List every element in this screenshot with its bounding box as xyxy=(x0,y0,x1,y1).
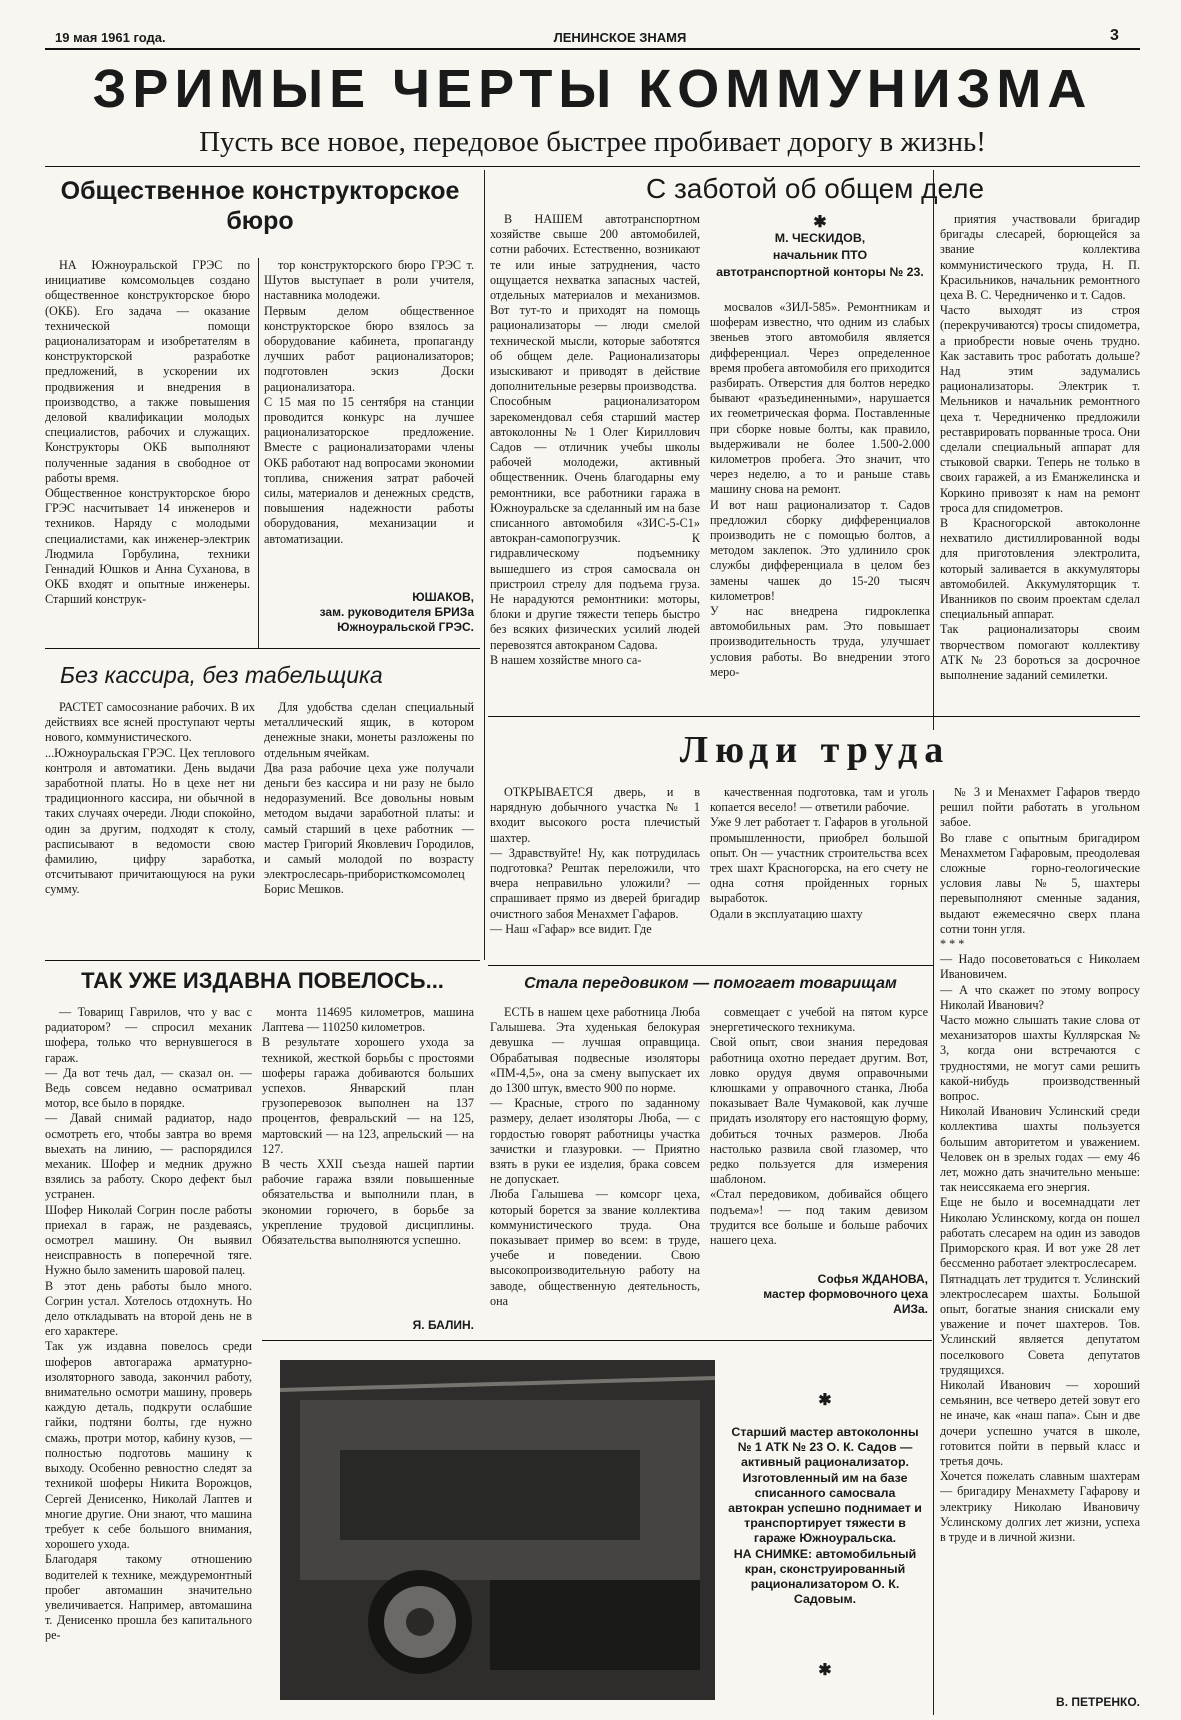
page-number: 3 xyxy=(1110,27,1119,44)
banner-title: ЗРИМЫЕ ЧЕРТЫ КОММУНИЗМА xyxy=(92,59,1093,119)
izdavna-signature: Я. БАЛИН. xyxy=(412,1318,474,1332)
section-rule xyxy=(488,965,933,966)
newspaper-name: ЛЕНИНСКОЕ ЗНАМЯ xyxy=(553,30,687,45)
kb-headline: Общественное конструкторское бюро xyxy=(60,177,460,235)
zabota-text-3: приятия участвовали бригадир бригады слесарей, борющейся за звание коллектива коммунистического труда, Н. П. Красильников, начальник ремонтного цеха В. С. Чередниченко и т. Садов. Часто выходят из строя (перекручиваются) тросы спидометра, а приобрести новые очень трудно. Как заставить трос работать дольше? Над этим задумались рационализаторы. Электрик т. Мельников и начальник ремонтного цеха т. Чередниченко предложили реставрировать порванные троса. Они сделали специальный аппарат для стыковой сварки. Теперь не только в своих гаражей, а из Еманжелинска и Коркино привозят к нам на ремонт троса для спидометров. В Красногорской автоколонне нехватило дистиллированной воды для приготовления электролита, который заливается в аккумуляторы автомобилей. Аккумуляторщик т. Иванников по своим проектам сделал специальный аппарат. Так рационализаторы своим творчеством помогают коллективу АТК № 23 бороться за досрочное выполнение заданий семилетки. xyxy=(940,212,1140,683)
column-rule xyxy=(484,170,485,960)
star-ornament: ✱ xyxy=(818,1392,832,1409)
photo-autocrane xyxy=(280,1360,715,1700)
zabota-text-2: мосвалов «ЗИЛ-585». Ремонтникам и шоферам известно, что одним из слабых звеньев этого автомобиля является дифференциал. Через определенное время пробега автомобиля его приходится разбирать. Отверстия для болтов нередко бывают «разъединенными», нарушается их геометрическая форма. Поставленные при сборке новые болты, как правило, выдерживали не более 1.500-2.000 километров пробега. Это значит, что через неделю, а то и раньше ставь машину снова на ремонт. И вот наш рационализатор т. Садов предложил сборку дифференциалов производить не с помощью болтов, а методом заклепок. Это удлинило срок службы дифференциала в целом без замены чашек до 15-20 тысяч километров! У нас внедрена гидроклепка автомобильных рам. Это повышает производительность труда, улучшает условия работы. Во внедрении этого меро- xyxy=(710,300,930,679)
zabota-text-1: В НАШЕМ автотранспортном хозяйстве свыше 200 автомобилей, сотни рабочих. Естественно, возникают те или иные затруднения, часто ощущается нехватка запасных частей, отдельных материалов и механизмов. Вот тут-то и приходят на помощь рационализаторы — люди смелой технической мысли, которые заботятся об общем деле. Рационализаторы изыскивают и приводят в действие дополнительные резервы производства. Способным рационализатором зарекомендовал себя старший мастер автоколонны № 1 Олег Кириллович Садов — отличник учебы школы рабочей молодежи, активный общественник. Очень благодарны ему ремонтники, все работники гаража в Южноуральске за сделанный им на базе списанного автомобиля «ЗИС-5-С1» автокран-самопогрузчик. К гидравлическому подъемнику вышедшего из строя самосвала он пристроил стрелу для подъема груза. Не нарадуются ремонтники: моторы, блоки и другие тяжести теперь быстро без всяких физических усилий людей перевозятся автокраном Садова. В нашем хозяйстве много са- xyxy=(490,212,700,667)
banner-subtitle: Пусть все новое, передовое быстрее пробивает дорогу в жизнь! xyxy=(199,126,986,158)
peredovik-column-1 xyxy=(490,1005,700,1335)
lyudi-text-2: качественная подготовка, там и уголь копается весело! — ответили рабочие. Уже 9 лет работает т. Гафаров в угольной промышленности, приобрел большой опыт. Он — участник строительства всех трех шахт Красногорска, на его счету не одна сотня пройденных горных выработок. Одали в эксплуатацию шахту xyxy=(710,785,928,921)
izdavna-text-1: — Товарищ Гаврилов, что у вас с радиатором? — спросил механик шофера, только что вернувшегося в гараж. — Да вот течь дал, — сказал он. — Ведь совсем недавно осматривал мотор, все было в порядке. — Давай снимай радиатор, надо осмотреть его, чтобы завтра во время выехать на линию, — распорядился механик. Шофер и медник дружно взялись за работу. Скоро дефект был устранен. Шофер Николай Согрин после работы приехал в гараж, не раздеваясь, осмотрел машину. Он выявил неисправность в поперечной тяге. Нужно было заменить шаровой палец. В этот день работы было много. Согрин устал. Хотелось отдохнуть. Но дело откладывать на второй день не в его характере. Так уж издавна повелось среди шоферов автогаража арматурно-изоляторного завода, закончил работу, внимательно осмотри машину, проверь каждую деталь, подкрути ослабшие гайки, подтяни болты, где нужно смажь, протри мотор, кабину кузов, — полностью подготовь машину к выходу. Особенно ревностно следят за техникой шоферы Никита Ворожцов, Сергей Денисенко, Николай Лаптев и многие другие. Они знают, что машина требует к себе большого внимания, хорошего ухода. Благодаря такому отношению водителей к технике, междуремонтный пробег автомашин значительно увеличивается. Например, автомашина т. Денисенко прошла без капитального ре- xyxy=(45,1005,252,1643)
lyudi-column-2 xyxy=(710,785,928,960)
lyudi-text-1: ОТКРЫВАЕТСЯ дверь, и в нарядную добычного участка № 1 входит высокого роста плечистый шахтер. — Здравствуйте! Ну, как потрудилась подготовка? Рештак переложили, что вчера неправильно уложили? — спрашивает прямо из дверей бригадир очистного забоя Менахмет Гафаров. — Наш «Гафар» все видит. Где xyxy=(490,785,700,936)
lyudi-headline: Люди труда xyxy=(679,729,951,771)
section-rule xyxy=(488,716,1140,717)
lyudi-text-3: № 3 и Менахмет Гафаров твердо решил пойти работать в угольном забое. Во главе с опытным бригадиром Менахметом Гафаровым, преодолевая сложные горно-геологические условия лавы № 5, шахтеры перевыполняют сменные задания, выдают ежемесячно сверх плана сотни тонн угля. * * * — Надо посоветоваться с Николаем Ивановичем. — А что скажет по этому вопросу Николай Иванович? Часто можно слышать такие слова от механизаторов шахты Куллярская № 3, когда они встречаются с трудностями, не могут сами решить какой-нибудь производственный вопрос. Николай Иванович Услинский среди коллектива шахты пользуется большим авторитетом и уважением. Человек он в зрелых годах — ему 46 лет, можно дать значительно меньше: так неиссякаема его энергия. Еще не было и восемнадцати лет Николаю Услинскому, когда он пошел работать слесарем на один из заводов Приморского края. И вот уже 28 лет бессменно работает электрослесарем. Пятнадцать лет трудится т. Услинский электрослесарем шахты. Большой опыт, богатые знания снискали ему уважение и почет шахтеров. Тов. Услинский является депутатом поселкового Совета депутатов трудящихся. Николай Иванович — хороший семьянин, все четверо детей зовут его не иначе, как «наш папа». Сын и две дочери успешно учатся в школе, готовится пойти в первый класс и третья дочь. Хочется пожелать славным шахтерам — бригадиру Менахмету Гафарову и электрику Николаю Ивановичу Услинскому долгих лет жизни, успеха в труде и в личной жизни. xyxy=(940,785,1140,1544)
column-rule xyxy=(933,170,934,730)
kb-text-2: тор конструкторского бюро ГРЭС т. Шутов выступает в роли учителя, наставника молодежи. Первым делом общественное конструкторское бюро взялось за оборудование кабинета, пропаганду лучших работ рационализаторов; подготовлен эскиз Доски рационализатора. С 15 мая по 15 сентября на станции проводится конкурс на лучшее рационализаторское предложение. Вместе с рационализаторами члены ОКБ работают над вопросами экономии топлива, снижения затрат рабочей силы, материалов и денежных средств, повышения надежности работы оборудования, механизации и автоматизации. xyxy=(264,258,474,546)
kb-column-2 xyxy=(264,258,474,588)
photo-graphic xyxy=(280,1360,715,1700)
izdavna-headline: ТАК УЖЕ ИЗДАВНА ПОВЕЛОСЬ... xyxy=(81,968,444,993)
photo-caption: Старший мастер автоколонны № 1 АТК № 23 О. К. Садов — активный рационализатор. Изготовленный им на базе списанного самосвала автокран успешно поднимает и транспортирует тяжести в гараже Южноуральска. НА СНИМКЕ: автомобильный кран, сконструированный рационализатором О. К. Садовым. xyxy=(728,1425,922,1607)
column-rule xyxy=(258,258,259,648)
zabota-headline: С заботой об общем деле xyxy=(645,173,985,204)
banner-rule xyxy=(45,166,1140,167)
peredovik-column-2 xyxy=(710,1005,928,1270)
kb-signature: ЮШАКОВ, зам. руководителя БРИЗа Южноуральской ГРЭС. xyxy=(319,590,474,634)
star-ornament: ✱ xyxy=(813,214,827,231)
kassir-headline: Без кассира, без табельщика xyxy=(60,662,383,688)
kassir-text-2: Для удобства сделан специальный металлический ящик, в котором денежные знаки, монеты разложены по отдельным ячейкам. Два раза рабочие цеха уже получали деньги без кассира и ни разу не было недоразумений. Все довольны новым методом выдачи заработной платы: и самый старший в цехе работник — мастер Григорий Яковлевич Городилов, и самый молодой по возрасту электрослесарь-прибористкомсомолец Борис Мешков. xyxy=(264,700,474,897)
header-rule xyxy=(45,48,1140,50)
kb-column-1 xyxy=(45,258,250,643)
peredovik-text-2: совмещает с учебой на пятом курсе энергетического техникума. Свой опыт, свои знания передовая работница охотно передает другим. Вот, ловко орудуя двумя оправочными клюшками у оправочного станка, Люба показывает Вале Чумаковой, как лучше придать изолятору его настоящую форму, добиться точных размеров. Люба настолько развила свой глазомер, что редко пользуется для измерения шаблоном. «Стал передовиком, добивайся общего подъема»! — под таким девизом трудится все больше и больше рабочих нашего цеха. xyxy=(710,1005,928,1248)
zabota-column-3 xyxy=(940,212,1140,707)
kassir-column-2 xyxy=(264,700,474,945)
izdavna-text-2: монта 114695 километров, машина Лаптева — 110250 километров. В результате хорошего ухода за техникой, жесткой борьбы с простоями шоферы гаража добиваются больших успехов. Январский план грузоперевозок выполнен на 137 процентов, февральский — на 125, мартовский — на 123, апрельский — на 127. В честь XXII съезда нашей партии рабочие гаража взяли повышенные обязательства и выполнили план, в экономии горючего, в борьбе за укрепление трудовой дисциплины. Обязательства выполняются успешно. xyxy=(262,1005,474,1248)
zabota-byline: М. ЧЕСКИДОВ, начальник ПТО автотранспортной конторы № 23. xyxy=(716,231,924,279)
izdavna-column-1 xyxy=(45,1005,252,1715)
lyudi-signature: В. ПЕТРЕНКО. xyxy=(1056,1695,1140,1709)
izdavna-column-2 xyxy=(262,1005,474,1315)
kassir-text-1: РАСТЕТ самосознание рабочих. В их действиях все ясней проступают черты нового, коммунистического. ...Южноуральская ГРЭС. Цех теплового контроля и автоматики. День выдачи заработной платы. Но в цехе нет ни традиционного кассира, ни обычной в таких случаях очереди. Люди спокойно, один за другим, подходят к столу, расписывают в ведомости свою фамилию, цифру заработка, отсчитывают причитающуюся на руки сумму. xyxy=(45,700,255,897)
peredovik-signature: Софья ЖДАНОВА, мастер формовочного цеха АИЗа. xyxy=(763,1272,928,1316)
section-rule xyxy=(45,648,480,649)
zabota-column-2 xyxy=(710,300,930,708)
column-rule xyxy=(933,790,934,1715)
section-rule xyxy=(45,960,480,961)
lyudi-column-1 xyxy=(490,785,700,960)
issue-date: 19 мая 1961 года. xyxy=(55,30,166,45)
peredovik-text-1: ЕСТЬ в нашем цехе работница Люба Галышева. Эта худенькая белокурая девушка — лучшая оправщица. Обрабатывая подвесные изоляторы «ПМ-4,5», она за смену выпускает их до 1300 штук, вместо 900 по норме. — Красные, строго по заданному размеру, делает изоляторы Люба, — с гордостью говорят работницы участка зачистки и глазуровки. — Приятно взять в руки ее изделия, брака совсем не допускает. Люба Галышева — комсорг цеха, который борется за звание коллектива коммунистического труда. Она показывает пример во всем: в труде, учебе и поведении. Свою высокопроизводительную работу на заводе, общественную деятельность, она xyxy=(490,1005,700,1308)
star-ornament: ✱ xyxy=(818,1662,832,1679)
kassir-column-1 xyxy=(45,700,255,945)
zabota-column-1 xyxy=(490,212,700,707)
section-rule xyxy=(262,1340,932,1341)
kb-text-1: НА Южноуральской ГРЭС по инициативе комсомольцев создано общественное конструкторское бюро (ОКБ). Его задача — оказание технической помощи рационализаторам и изобретателям в конструкторской разработке предложений, в ускорении их продвижения и внедрения в производство, а также повышения деловой квалификации молодых специалистов, рабочих и служащих. Конструкторы ОКБ выполняют полученные задания в свободное от работы время. Общественное конструкторское бюро ГРЭС насчитывает 14 инженеров и техников. Наряду с молодыми специалистами, как инженер-электрик Людмила Горбулина, техники Геннадий Юшков и Анна Суханова, в ОКБ входят и опытные инженеры. Старший конструк- xyxy=(45,258,250,607)
lyudi-column-3 xyxy=(940,785,1140,1690)
peredovik-headline: Стала передовиком — помогает товарищам xyxy=(524,975,897,992)
